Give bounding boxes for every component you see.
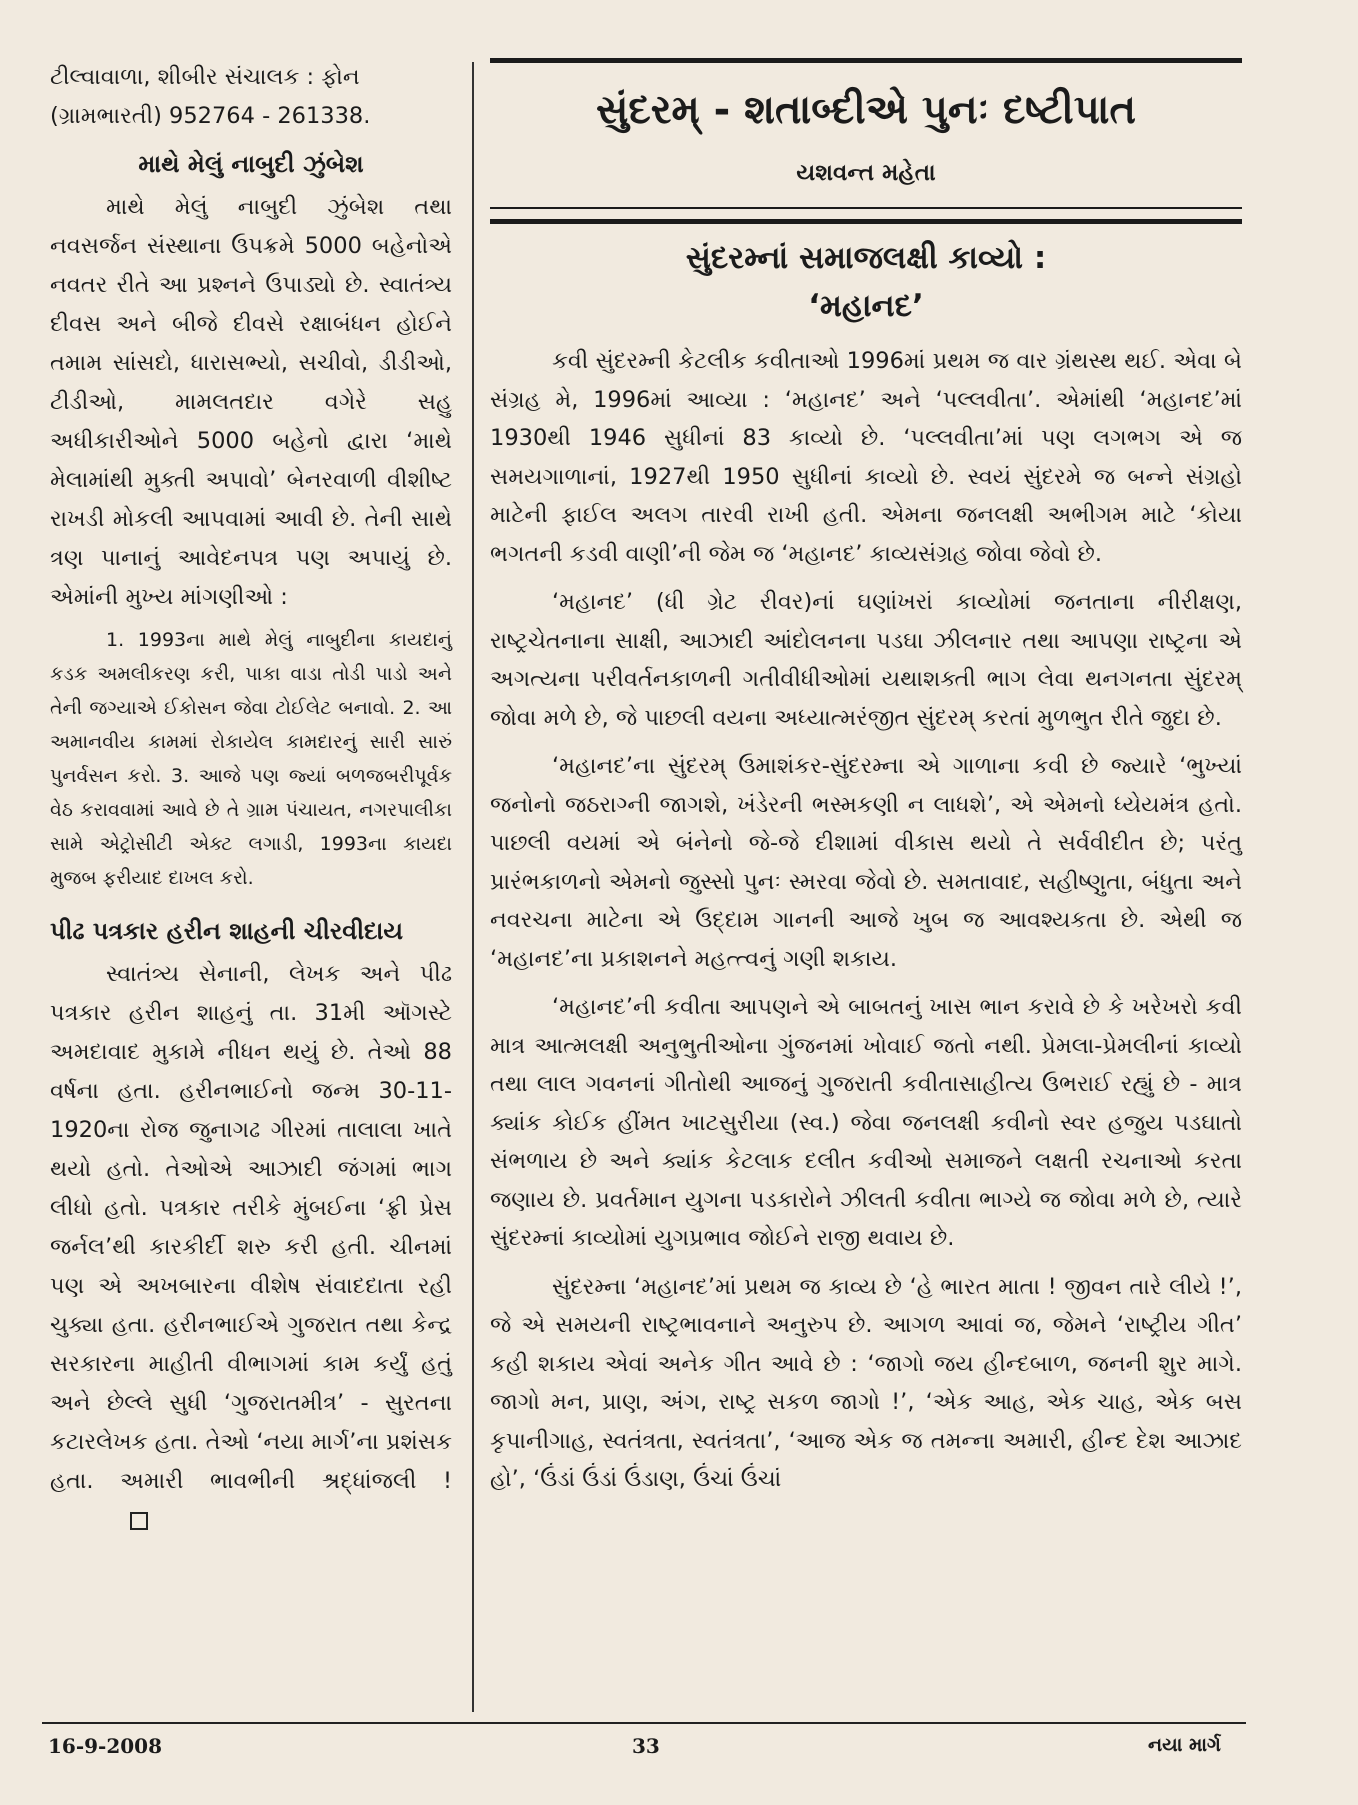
end-mark-icon — [130, 1512, 148, 1530]
title-rule — [490, 219, 1242, 224]
article-paragraph: ‘મહાનદ’ના સુંદરમ્ ઉમાશંકર-સુંદરમ્ના એ ગાળાના કવી છે જ્યારે ‘ભુખ્યાં જનોનો જઠરાગ્ની જાગશે, ખંડેરની ભસ્મકણી ન લાધશે’, એ એમનો ધ્યેયમંત્ર હતો. પાછલી વયમાં એ બંનેનો જે-જે દીશામાં વીકાસ થયો તે સર્વવીદીત છે; પરંતુ પ્રારંભકાળનો એમનો જુસ્સો પુનઃ સ્મરવા જેવો છે. સમતાવાદ, સહીષ્ણુતા, બંધુતા અને નવરચના માટેના એ ઉદ્દામ ગાનની આજે ખુબ જ આવશ્યકતા છે. એથી જ ‘મહાનદ’ના પ્રકાશનને મહત્ત્વનું ગણી શકાય. — [490, 753, 1242, 972]
page-number: 33 — [632, 1734, 660, 1758]
right-column — [490, 58, 1242, 1509]
article-paragraph: સુંદરમ્ના ‘મહાનદ’માં પ્રથમ જ કાવ્ય છે ‘હે ભારત માતા ! જીવન તારે લીયે !’, જે એ સમયની રાષ્ટ્રભાવનાને અનુરુપ છે. આગળ આવાં જ, જેમને ‘રાષ્ટ્રીય ગીત’ કહી શકાય એવાં અનેક ગીત આવે છે : ‘જાગો જય હીન્દબાળ, જનની શુર માગે. જાગો મન, પ્રાણ, અંગ, રાષ્ટ્ર સકળ જાગો !’, ‘એક આહ, એક ચાહ, એક બસ કૃપાનીગાહ, સ્વતંત્રતા, સ્વતંત્રતા’, ‘આજ એક જ તમન્ના અમારી, હીન્દ દેશ આઝાદ હો’, ‘ઉંડાં ઉંડાં ઉંડાણ, ઉંચાં ઉંચાં — [490, 1273, 1242, 1492]
left-column — [50, 58, 452, 1540]
section-heading: માથે મેલું નાબુદી ઝુંબેશ — [138, 150, 364, 178]
section-paragraph: માથે મેલું નાબુદી ઝુંબેશ તથા નવસર્જન સંસ્થાના ઉપક્રમે 5000 બહેનોએ નવતર રીતે આ પ્રશ્નને ઉપાડ્યો છે. સ્વાતંત્ર્ય દીવસ અને બીજે દીવસે રક્ષાબંધન હોઈને તમામ સાંસદો, ધારાસભ્યો, સચીવો, ડીડીઓ, ટીડીઓ, મામલતદાર વગેરે સહુ અધીકારીઓને 5000 બહેનો દ્વારા ‘માથે મેલામાંથી મુક્તી અપાવો’ બેનરવાળી વીશીષ્ટ રાખડી મોકલી આપવામાં આવી છે. તેની સાથે ત્રણ પાનાનું આવેદનપત્ર પણ અપાયું છે. એમાંની મુખ્ય માંગણીઓ : — [50, 194, 452, 610]
section-heading: પીઢ પત્રકાર હરીન શાહની ચીરવીદાય — [50, 917, 404, 945]
article-paragraph: ‘મહાનદ’ (ધી ગ્રેટ રીવર)નાં ઘણાંખરાં કાવ્યોમાં જનતાના નીરીક્ષણ, રાષ્ટ્રચેતનાના સાક્ષી, આઝાદી આંદોલનના પડઘા ઝીલનાર તથા આપણા રાષ્ટ્રના એ અગત્યના પરીવર્તનકાળની ગતીવીધીઓમાં યથાશક્તી ભાગ લેવા થનગનતા સુંદરમ્ જોવા મળે છે, જે પાછલી વયના અધ્યાત્મરંજીત સુંદરમ્ કરતાં મુળભુત રીતે જુદા છે. — [490, 589, 1242, 731]
section-paragraph: સ્વાતંત્ર્ય સેનાની, લેખક અને પીઢ પત્રકાર હરીન શાહનું તા. 31મી ઑગસ્ટે અમદાવાદ મુકામે નીધન થયું છે. તેઓ 88 વર્ષના હતા. હરીનભાઈનો જન્મ 30-11-1920ના રોજ જુનાગઢ ગીરમાં તાલાલા ખાતે થયો હતો. તેઓએ આઝાદી જંગમાં ભાગ લીધો હતો. પત્રકાર તરીકે મુંબઈના ‘ફ્રી પ્રેસ જર્નલ’થી કારકીર્દી શરુ કરી હતી. ચીનમાં પણ એ અખબારના વીશેષ સંવાદદાતા રહી ચુક્યા હતા. હરીનભાઈએ ગુજરાત તથા કેન્દ્ર સરકારના માહીતી વીભાગમાં કામ કર્યું હતું અને છેલ્લે સુધી ‘ગુજરાતમીત્ર’ - સુરતના કટારલેખક હતા. તેઓ ‘નયા માર્ગ’ના પ્રશંસક હતા. અમારી ભાવભીની શ્રદ્ધાંજલી ! — [50, 955, 452, 1540]
footer-rule — [42, 1722, 1246, 1724]
article-title: સુંદરમ્ - શતાબ્દીએ પુનઃ દષ્ટીપાત — [596, 87, 1136, 133]
title-rule — [490, 58, 1242, 63]
demands-paragraph: 1. 1993ના માથે મેલું નાબુદીના કાયદાનું કડક અમલીકરણ કરી, પાકા વાડા તોડી પાડો અને તેની જગ્યાએ ઈકોસન જેવા ટોઈલેટ બનાવો. 2. આ અમાનવીય કામમાં રોકાયેલ કામદારનું સારી સારું પુનર્વસન કરો. 3. આજે પણ જ્યાં બળજબરીપૂર્વક વેઠ કરાવવામાં આવે છે તે ગ્રામ પંચાયત, નગરપાલીકા સામે એટ્રોસીટી એક્ટ લગાડી, 1993ના કાયદા મુજબ ફરીયાદ દાખલ કરો. — [50, 629, 452, 889]
column-divider — [472, 62, 474, 1712]
article-subtitle: સુંદરમ્નાં સમાજલક્ષી કાવ્યો : ‘મહાનદ’ — [685, 240, 1047, 324]
article-paragraph: ‘મહાનદ’ની કવીતા આપણને એ બાબતનું ખાસ ભાન કરાવે છે કે ખરેખરો કવી માત્ર આત્મલક્ષી અનુભુતીઓના ગુંજનમાં ખોવાઈ જતો નથી. પ્રેમલા-પ્રેમલીનાં કાવ્યો તથા લાલ ગવનનાં ગીતોથી આજનું ગુજરાતી કવીતાસાહીત્ય ઉભરાઈ રહ્યું છે - માત્ર ક્યાંક કોઈક હીંમત ખાટસુરીયા (સ્વ.) જેવા જનલક્ષી કવીનો સ્વર હજુય પડઘાતો સંભળાય છે અને ક્યાંક કેટલાક દલીત કવીઓ સમાજને લક્ષતી રચનાઓ કરતા જણાય છે. પ્રવર્તમાન યુગના પડકારોને ઝીલતી કવીતા ભાગ્યે જ જોવા મળે છે, ત્યારે સુંદરમ્નાં કાવ્યોમાં યુગપ્રભાવ જોઈને રાજી થવાય છે. — [490, 994, 1242, 1251]
magazine-name: નયા માર્ગ — [1148, 1734, 1221, 1756]
article-author: યશવન્ત મહેતા — [796, 160, 936, 186]
article-body — [490, 342, 1242, 1499]
intro-line: ટીલ્વાવાળા, શીબીર સંચાલક : ફોન — [50, 64, 360, 90]
article-paragraph: કવી સુંદરમ્ની કેટલીક કવીતાઓ 1996માં પ્રથમ જ વાર ગ્રંથસ્થ થઈ. એવા બે સંગ્રહ મે, 1996માં આવ્યા : ‘મહાનદ’ અને ‘પલ્લવીતા’. એમાંથી ‘મહાનદ’માં 1930થી 1946 સુધીનાં 83 કાવ્યો છે. ‘પલ્લવીતા’માં પણ લગભગ એ જ સમયગાળાનાં, 1927થી 1950 સુધીનાં કાવ્યો છે. સ્વયં સુંદરમે જ બન્ને સંગ્રહો માટેની ફાઈલ અલગ તારવી રાખી હતી. એમના જનલક્ષી અભીગમ માટે ‘કોયા ભગતની કડવી વાણી’ની જેમ જ ‘મહાનદ’ કાવ્યસંગ્રહ જોવા જેવો છે. — [490, 348, 1242, 567]
intro-line: (ગ્રામભારતી) 952764 - 261338. — [50, 103, 371, 129]
footer-date: 16-9-2008 — [48, 1734, 163, 1758]
